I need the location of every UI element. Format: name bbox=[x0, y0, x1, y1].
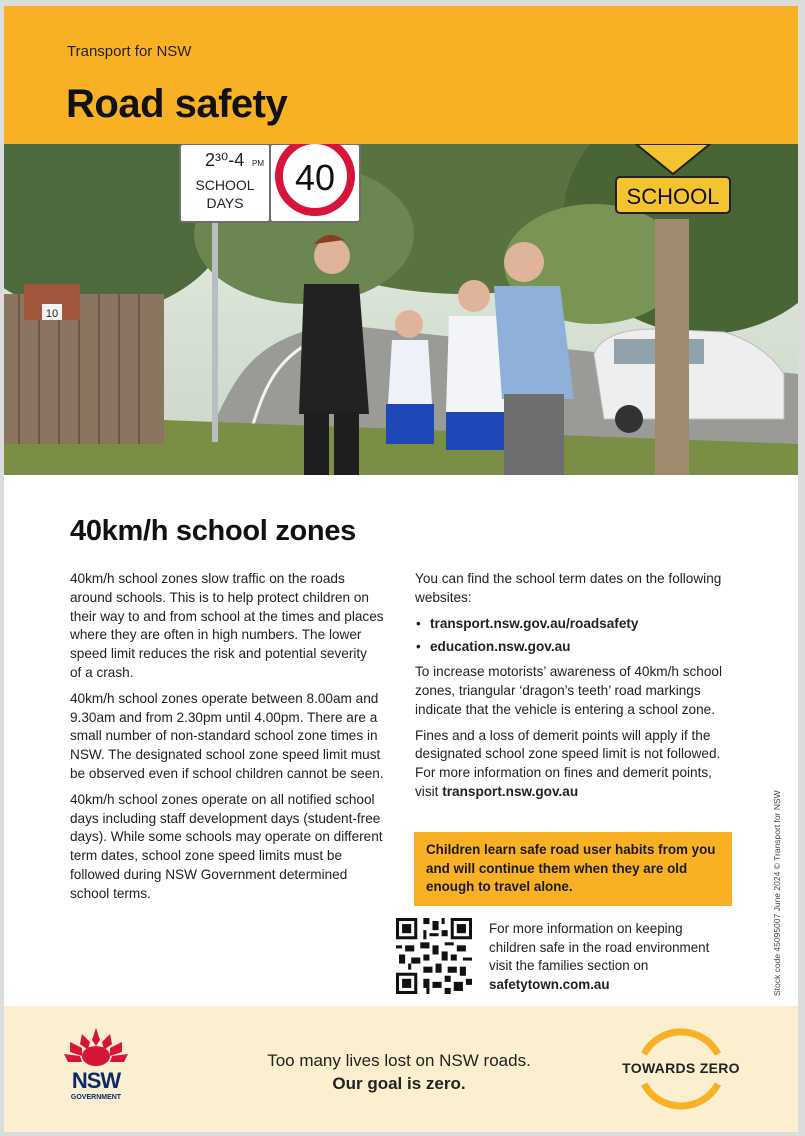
paragraph-term-dates: You can find the school term dates on the following websites: bbox=[415, 571, 722, 605]
paragraph-purpose-end: of a crash. bbox=[70, 664, 134, 680]
link-roadsafety[interactable]: • transport.nsw.gov.au/roadsafety bbox=[415, 615, 735, 634]
sign-school: SCHOOL bbox=[195, 177, 255, 193]
sign-pm: PM bbox=[252, 159, 264, 168]
school-warning-sign: SCHOOL bbox=[626, 184, 720, 209]
paragraph-fines bbox=[415, 727, 735, 802]
page-title: Road safety bbox=[66, 82, 288, 126]
towards-zero-logo bbox=[616, 1026, 746, 1112]
link-education[interactable]: • education.nsw.gov.au bbox=[415, 638, 735, 657]
section-title: 40km/h school zones bbox=[70, 515, 356, 547]
paragraph-purpose bbox=[70, 570, 388, 683]
sign-days: DAYS bbox=[206, 195, 244, 211]
sign-times: 2³⁰-4 bbox=[205, 150, 245, 170]
nsw-logo-text: NSW bbox=[71, 1068, 121, 1093]
paragraph-school-days: 40km/h school zones operate on all notified school days including staff development days (student-free days). While some schools may operate on different term dates, school zone speed limits must be followed during NSW Government determined school terms. bbox=[70, 791, 383, 901]
waratah-icon bbox=[60, 1026, 132, 1070]
qr-code-icon bbox=[396, 918, 472, 994]
footer bbox=[4, 1006, 798, 1132]
qr-info-text: For more information on keeping children safe in the road environment visit the families section on bbox=[489, 921, 710, 974]
paragraph-purpose-text: 40km/h school zones slow traffic on the roads around schools. This is to help protect children on their way to and from school at the times and places where they are often in high numbers. The lower speed limit reduces the risk and potential severity bbox=[70, 571, 384, 662]
paragraph-fines-text: Fines and a loss of demerit points will apply if the designated school zone speed limit is not followed. For more information on fines and demerit points, visit bbox=[415, 727, 721, 799]
towards-zero-text: TOWARDS ZERO bbox=[622, 1060, 740, 1076]
tagline bbox=[234, 1049, 564, 1095]
school-zone-scene bbox=[4, 144, 798, 475]
organisation-name: Transport for NSW bbox=[67, 43, 192, 60]
speed-limit-sign: 40 bbox=[294, 157, 336, 198]
page bbox=[4, 6, 798, 1132]
link-safetytown[interactable]: safetytown.com.au bbox=[489, 976, 610, 992]
header-banner bbox=[4, 6, 798, 144]
tagline-line-1: Too many lives lost on NSW roads. bbox=[267, 1051, 531, 1070]
link-transport[interactable]: transport.nsw.gov.au bbox=[442, 783, 579, 799]
qr-info bbox=[489, 920, 729, 994]
stock-code: Stock code 45095007 June 2024 © Transport for NSW bbox=[772, 790, 782, 996]
paragraph-dragons-teeth: To increase motorists’ awareness of 40km/h school zones, triangular ‘dragon’s teeth’ road markings indicate that the vehicle is entering a school zone. bbox=[415, 664, 723, 717]
right-column bbox=[415, 570, 735, 809]
government-logo-text: GOVERNMENT bbox=[70, 1094, 122, 1101]
website-list bbox=[415, 615, 735, 658]
nsw-government-logo bbox=[60, 1026, 132, 1108]
left-column bbox=[70, 570, 388, 911]
callout-box: Children learn safe road user habits from you and will continue them when they are old enough to travel alone. bbox=[414, 832, 732, 906]
hero-photo bbox=[4, 144, 798, 475]
paragraph-hours: 40km/h school zones operate between 8.00am and 9.30am and from 2.30pm until 4.00pm. There are a small number of non-standard school zone times in NSW. The designated school zone speed limit must be observed even if school children cannot be seen. bbox=[70, 690, 384, 781]
tagline-line-2: Our goal is zero. bbox=[332, 1074, 466, 1093]
letterbox-number: 10 bbox=[45, 308, 59, 320]
